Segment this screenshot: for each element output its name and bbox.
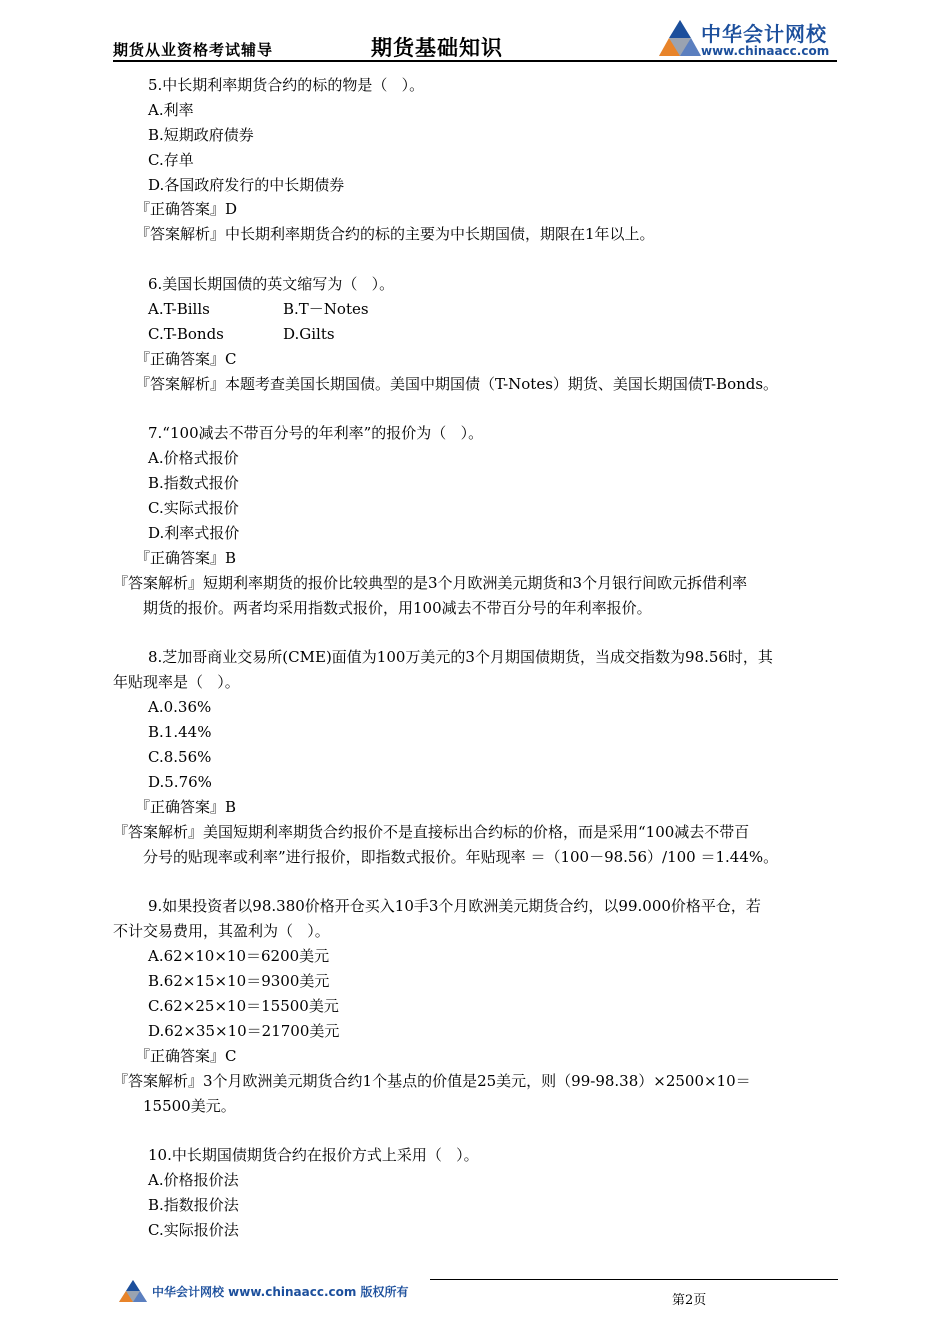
answer-explanation: 『答案解析』中长期利率期货合约的标的主要为中长期国债，期限在1年以上。 (135, 225, 655, 244)
option-c: C.62×25×10＝15500美元 (148, 996, 339, 1015)
correct-answer: 『正确答案』D (135, 200, 238, 219)
option-b: B.1.44% (148, 723, 212, 742)
question-stem-cont: 年贴现率是（ ）。 (113, 673, 240, 692)
spacer (113, 247, 837, 272)
footer-logo-icon (118, 1279, 148, 1303)
option-a: A.价格报价法 (148, 1171, 239, 1190)
question-7 (113, 421, 837, 620)
option-b: B.T－Notes (283, 300, 369, 319)
correct-answer: 『正确答案』B (135, 548, 237, 567)
option-row (113, 297, 837, 322)
option-c: C.实际式报价 (148, 499, 239, 518)
option-b: B.指数式报价 (148, 474, 239, 493)
answer-explanation: 『答案解析』短期利率期货的报价比较典型的是3个月欧洲美元期货和3个月银行间欧元拆借利率 (113, 573, 748, 592)
option-row (113, 322, 837, 347)
spacer (113, 1118, 837, 1143)
question-5 (113, 73, 837, 247)
option-a: A.T-Bills (148, 300, 210, 319)
question-stem-cont: 不计交易费用，其盈利为（ ）。 (113, 922, 330, 941)
logo-triangle-icon (657, 18, 703, 58)
option-a: A.62×10×10＝6200美元 (148, 947, 330, 966)
answer-explanation-cont: 15500美元。 (143, 1096, 236, 1115)
header-subject-title: 期货基础知识 (371, 36, 503, 60)
option-c: C.实际报价法 (148, 1220, 239, 1239)
option-d: D.62×35×10＝21700美元 (148, 1021, 340, 1040)
question-8 (113, 645, 837, 869)
correct-answer: 『正确答案』C (135, 1046, 237, 1065)
option-c: C.存单 (148, 150, 194, 169)
page-footer (118, 1275, 838, 1315)
option-a: A.利率 (148, 100, 194, 119)
answer-explanation: 『答案解析』3个月欧洲美元期货合约1个基点的价值是25美元，则（99-98.38）×2500×10＝ (113, 1071, 751, 1090)
option-d: D.5.76% (148, 772, 212, 791)
option-c: C.T-Bonds (148, 324, 224, 343)
question-stem: 8.芝加哥商业交易所(CME)面值为100万美元的3个月期国债期货，当成交指数为98.56时，其 (148, 648, 773, 667)
answer-explanation: 『答案解析』美国短期利率期货合约报价不是直接标出合约标的价格，而是采用“100减去不带百 (113, 822, 750, 841)
footer-divider (430, 1279, 838, 1280)
question-list (113, 73, 837, 1243)
question-stem: 10.中长期国债期货合约在报价方式上采用（ ）。 (148, 1146, 479, 1165)
question-stem: 9.如果投资者以98.380价格开仓买入10手3个月欧洲美元期货合约，以99.000价格平仓，若 (148, 897, 761, 916)
answer-explanation-cont: 期货的报价。两者均采用指数式报价，用100减去不带百分号的年利率报价。 (143, 598, 652, 617)
question-stem: 7.“100减去不带百分号的年利率”的报价为（ ）。 (148, 424, 484, 443)
header-divider (113, 60, 837, 62)
option-c: C.8.56% (148, 748, 212, 767)
option-b: B.指数报价法 (148, 1196, 239, 1215)
option-a: A.0.36% (148, 698, 212, 717)
correct-answer: 『正确答案』B (135, 797, 237, 816)
header-logo[interactable] (657, 14, 837, 60)
spacer (113, 397, 837, 422)
option-d: D.利率式报价 (148, 524, 240, 543)
logo-url[interactable]: www.chinaacc.com (701, 44, 830, 58)
option-d: D.各国政府发行的中长期债券 (148, 175, 345, 194)
option-b: B.短期政府债券 (148, 125, 254, 144)
footer-copyright[interactable]: 中华会计网校 www.chinaacc.com 版权所有 (152, 1285, 409, 1299)
question-stem: 5.中长期利率期货合约的标的物是（ ）。 (148, 76, 425, 94)
page-header (113, 14, 837, 62)
logo-name: 中华会计网校 (701, 22, 827, 46)
page-number: 第2页 (672, 1293, 707, 1308)
spacer (113, 621, 837, 646)
question-9 (113, 894, 837, 1118)
question-6 (113, 272, 837, 396)
option-b: B.62×15×10＝9300美元 (148, 972, 330, 991)
correct-answer: 『正确答案』C (135, 349, 237, 368)
answer-explanation: 『答案解析』本题考查美国长期国债。美国中期国债（T-Notes）期货、美国长期国债T-Bonds。 (135, 374, 779, 393)
option-d: D.Gilts (283, 324, 335, 343)
option-a: A.价格式报价 (148, 449, 239, 468)
question-stem: 6.美国长期国债的英文缩写为（ ）。 (148, 275, 395, 294)
header-course-title: 期货从业资格考试辅导 (113, 41, 274, 59)
answer-explanation-cont: 分号的贴现率或利率”进行报价，即指数式报价。年贴现率 ＝（100－98.56）/100 ＝1.44%。 (143, 847, 779, 866)
question-10 (113, 1143, 837, 1243)
spacer (113, 870, 837, 895)
